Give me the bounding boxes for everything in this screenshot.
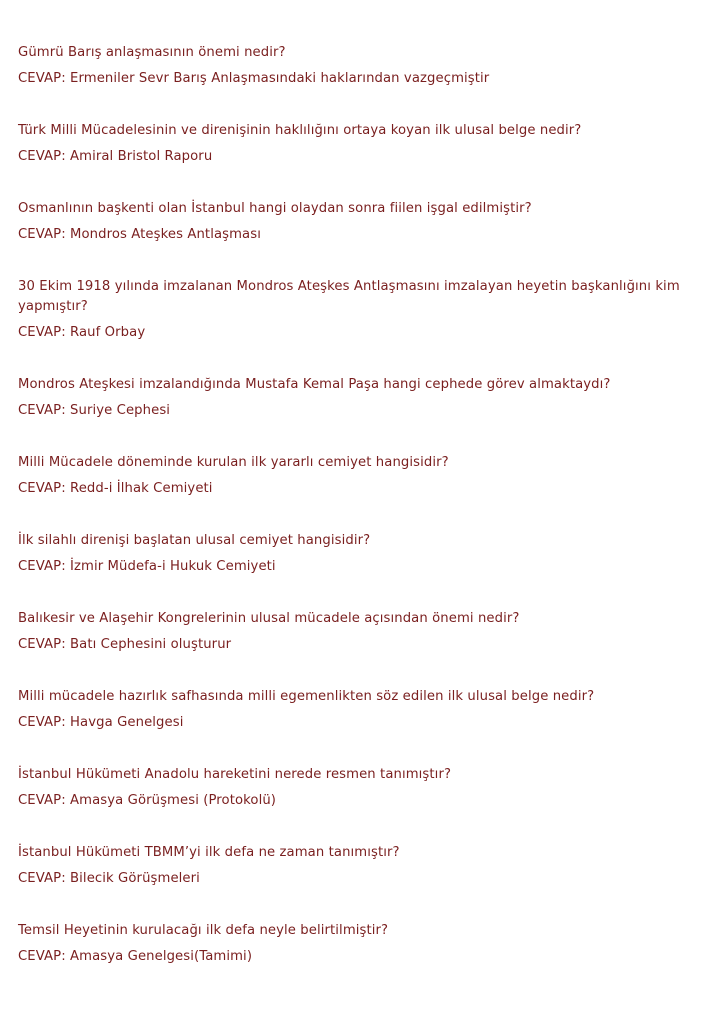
question-text: İlk silahlı direnişi başlatan ulusal cemiyet hangisidir?: [18, 533, 371, 548]
answer-text: CEVAP: Ermeniler Sevr Barış Anlaşmasındaki haklarından vazgeçmiştir: [18, 71, 490, 86]
qa-item: [18, 684, 698, 736]
qa-item: [18, 372, 698, 424]
answer-text: CEVAP: Rauf Orbay: [18, 325, 146, 340]
qa-item: [18, 840, 698, 892]
answer-text: CEVAP: Havga Genelgesi: [18, 715, 184, 730]
answer-text: CEVAP: Amasya Genelgesi(Tamimi): [18, 949, 253, 964]
question-text: Temsil Heyetinin kurulacağı ilk defa neyle belirtilmiştir?: [18, 923, 389, 938]
answer-text: CEVAP: Suriye Cephesi: [18, 403, 171, 418]
document-body: [18, 40, 698, 996]
qa-item: [18, 762, 698, 814]
question-text: Milli Mücadele döneminde kurulan ilk yararlı cemiyet hangisidir?: [18, 455, 449, 470]
qa-item: [18, 528, 698, 580]
question-text: Balıkesir ve Alaşehir Kongrelerinin ulusal mücadele açısından önemi nedir?: [18, 611, 520, 626]
question-text: Türk Milli Mücadelesinin ve direnişinin haklılığını ortaya koyan ilk ulusal belge nedir?: [18, 123, 582, 138]
answer-text: CEVAP: Amasya Görüşmesi (Protokolü): [18, 793, 277, 808]
question-text: Milli mücadele hazırlık safhasında milli egemenlikten söz edilen ilk ulusal belge nedir?: [18, 689, 595, 704]
answer-text: CEVAP: Amiral Bristol Raporu: [18, 149, 213, 164]
question-text: Gümrü Barış anlaşmasının önemi nedir?: [18, 45, 286, 60]
answer-text: CEVAP: Mondros Ateşkes Antlaşması: [18, 227, 261, 242]
qa-item: [18, 450, 698, 502]
question-text: İstanbul Hükümeti TBMM’yi ilk defa ne zaman tanımıştır?: [18, 845, 400, 860]
answer-text: CEVAP: Redd-i İlhak Cemiyeti: [18, 481, 213, 496]
qa-item: [18, 606, 698, 658]
question-text: İstanbul Hükümeti Anadolu hareketini nerede resmen tanımıştır?: [18, 767, 452, 782]
answer-text: CEVAP: Bilecik Görüşmeleri: [18, 871, 200, 886]
question-text: Mondros Ateşkesi imzalandığında Mustafa Kemal Paşa hangi cephede görev almaktaydı?: [18, 377, 611, 392]
question-text: 30 Ekim 1918 yılında imzalanan Mondros Ateşkes Antlaşmasını imzalayan heyetin başkanlığını kim yapmıştır?: [18, 279, 680, 314]
qa-item: [18, 196, 698, 248]
answer-text: CEVAP: Batı Cephesini oluşturur: [18, 637, 232, 652]
qa-item: [18, 918, 698, 970]
qa-item: [18, 118, 698, 170]
qa-item: [18, 40, 698, 92]
question-text: Osmanlının başkenti olan İstanbul hangi olaydan sonra fiilen işgal edilmiştir?: [18, 201, 532, 216]
answer-text: CEVAP: İzmir Müdefa-i Hukuk Cemiyeti: [18, 559, 276, 574]
qa-item: [18, 274, 698, 346]
